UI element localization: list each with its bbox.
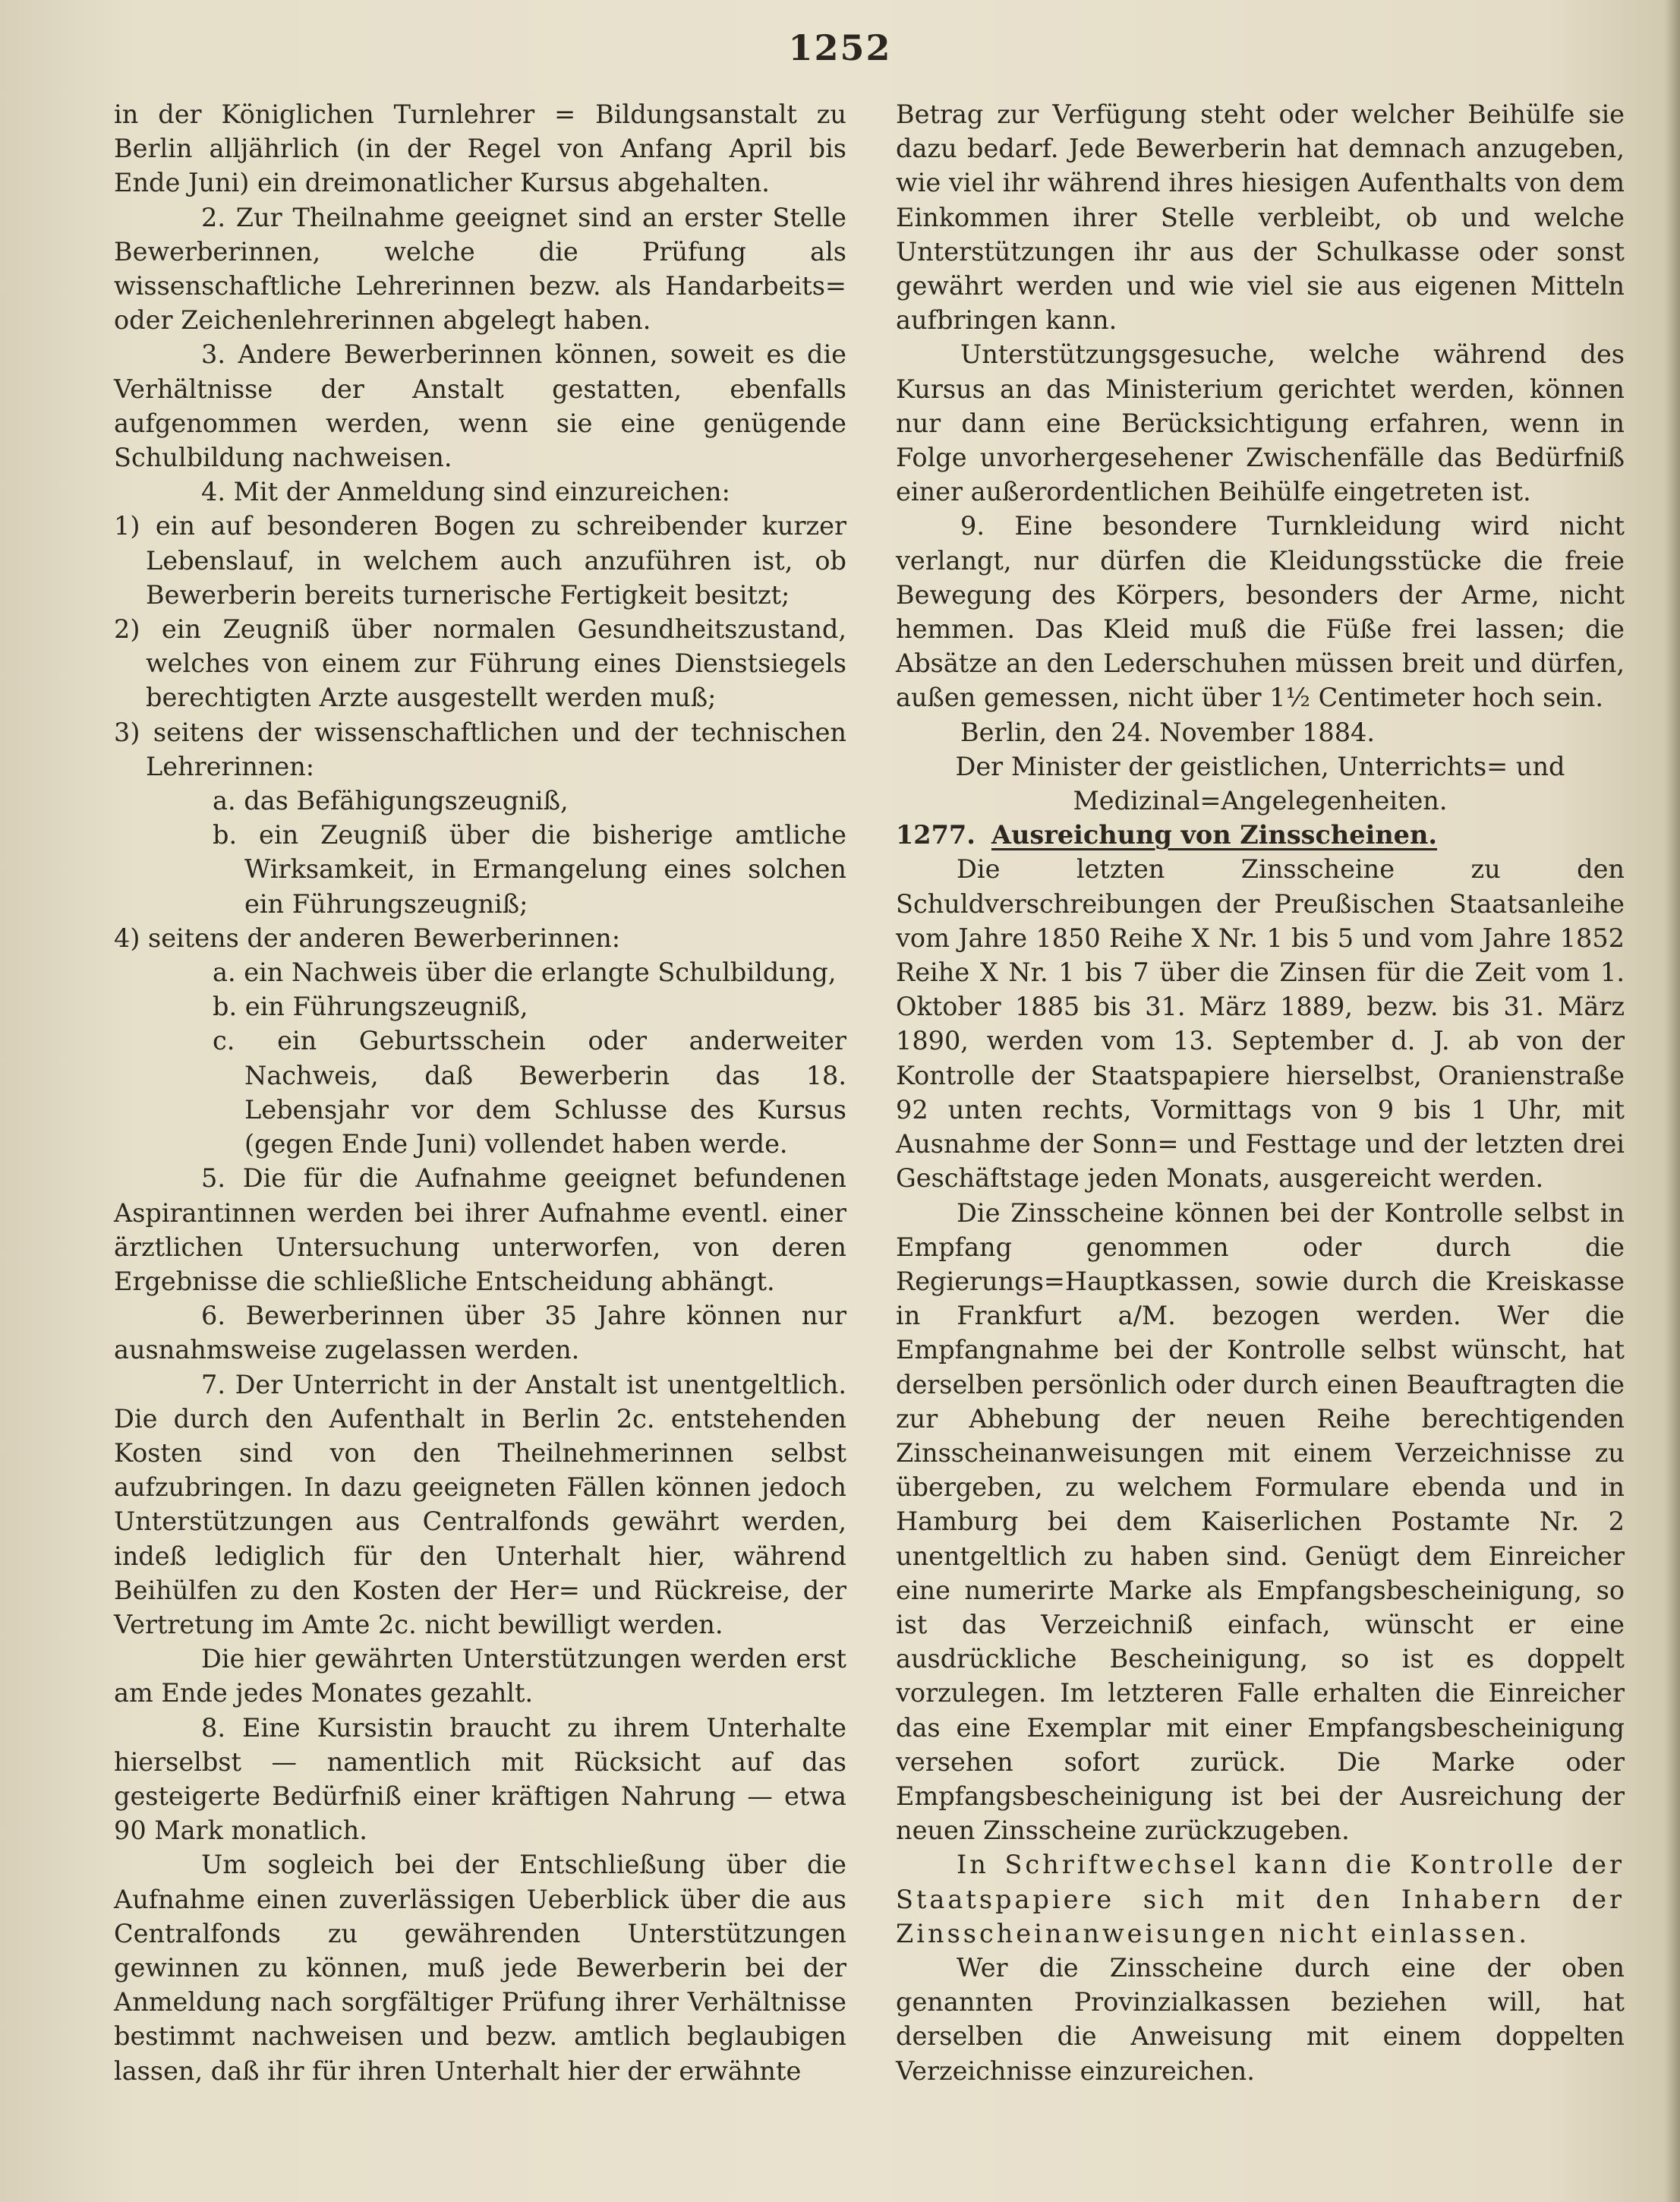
paragraph-8: 8. Eine Kursistin braucht zu ihrem Unterhalte hierselbst — namentlich mit Rücksicht auf das gesteigerte Bedürfniß einer kräftigen Nahrung — etwa 90 Mark monatlich. [114,1712,846,1846]
paragraph-continued: Betrag zur Verfügung steht oder welcher Beihülfe sie dazu bedarf. Jede Bewerberin hat demnach anzugeben, wie viel ihr während ihres hiesigen Aufenthalts von dem Einkommen ihrer Stelle verbleibt, ob und welche Unterstützungen ihr aus der Schulkasse oder sonst gewährt werden und wie viel sie aus eigenen Mitteln aufbringen kann. [896,99,1625,336]
list-item-4c: c. ein Geburtsschein oder anderweiter Nachweis, daß Bewerberin das 18. Lebensjahr vor dem Schlusse des Kursus (gegen Ende Juni) vollendet haben werde. [213,1026,846,1159]
signature-block: Der Minister der geistlichen, Unterrichts= und Medizinal=Angelegenheiten. [955,751,1565,816]
list-item-4: 4) seitens der anderen Bewerberinnen: [114,923,621,953]
paragraph-8-continued: Um sogleich bei der Entschließung über die Aufnahme einen zuverlässigen Ueberblick über die aus Centralfonds zu gewährenden Unterstützungen gewinnen zu können, muß jede Bewerberin bei der Anmeldung nach sorgfältiger Prüfung ihrer Verhältnisse bestimmt nachweisen und bezw. amtlich beglaubigen lassen, daß ihr für ihren Unterhalt hier der erwähnte [114,1850,846,2086]
section-paragraph-1: Die letzten Zinsscheine zu den Schuldverschreibungen der Preußischen Staatsanleihe vom Jahre 1850 Reihe X Nr. 1 bis 5 und vom Jahre 1852 Reihe X Nr. 1 bis 7 über die Zinsen für die Zeit vom 1. Oktober 1885 bis 31. März 1889, bezw. bis 31. März 1890, werden vom 13. September d. J. ab von der Kontrolle der Staatspapiere hierselbst, Oranienstraße 92 unten rechts, Vormittags von 9 bis 1 Uhr, mit Ausnahme der Sonn= und Festtage und der letzten drei Geschäftstage jeden Monats, ausgereicht werden. [896,854,1625,1194]
list-item-4a: a. ein Nachweis über die erlangte Schulbildung, [213,957,837,988]
paragraph-unterstuetzungsgesuche: Unterstützungsgesuche, welche während des Kursus an das Ministerium gerichtet werden, können nur dann eine Berücksichtigung erfahren, wenn in Folge unvorhergesehener Zwischenfälle das Bedürfniß einer außerordentlichen Beihülfe eingetreten ist. [896,339,1625,507]
list-item-3b: b. ein Zeugniß über die bisherige amtliche Wirksamkeit, in Ermangelung eines solchen ein Führungszeugniß; [213,820,846,919]
section-paragraph-2: Die Zinsscheine können bei der Kontrolle selbst in Empfang genommen oder durch die Regierungs=Hauptkassen, sowie durch die Kreiskasse in Frankfurt a/M. bezogen werden. Wer die Empfangnahme bei der Kontrolle selbst wünscht, hat derselben persönlich oder durch einen Beauftragten die zur Abhebung der neuen Reihe berechtigenden Zinsscheinanweisungen mit einem Verzeichnisse zu übergeben, zu welchem Formulare ebenda und in Hamburg bei dem Kaiserlichen Postamte Nr. 2 unentgeltlich zu haben sind. Genügt dem Einreicher eine numerirte Marke als Empfangsbescheinigung, so ist das Verzeichniß einfach, wünscht er eine ausdrückliche Bescheinigung, so ist es doppelt vorzulegen. Im letzteren Falle erhalten die Einreicher das eine Exemplar mit einer Empfangsbescheinigung versehen sofort zurück. Die Marke oder Empfangsbescheinigung ist bei der Ausreichung der neuen Zinsscheine zurückzugeben. [896,1197,1625,1846]
section-title: Ausreichung von Zinsscheinen. [991,820,1438,850]
section-paragraph-4: Wer die Zinsscheine durch eine der oben genannten Provinzialkassen beziehen will, hat derselben die Anweisung mit einem doppelten Verzeichnisse einzureichen. [896,1952,1625,2086]
paragraph-4: 4. Mit der Anmeldung sind einzureichen: [201,477,730,507]
list-item-4b: b. ein Führungszeugniß, [213,992,528,1022]
paragraph-2: 2. Zur Theilnahme geeignet sind an erster Stelle Bewerberinnen, welche die Prüfung als wissenschaftliche Lehrerinnen bezw. als Handarbeits= oder Zeichenlehrerinnen abgelegt haben. [114,202,846,336]
section-heading [896,818,1625,852]
section-paragraph-3: In Schriftwechsel kann die Kontrolle der Staatspapiere sich mit den Inhabern der Zinsscheinanweisungen nicht einlassen. [896,1850,1625,1948]
paragraph-7: 7. Der Unterricht in der Anstalt ist unentgeltlich. Die durch den Aufenthalt in Berlin 2c. entstehenden Kosten sind von den Theilnehmerinnen selbst aufzubringen. In dazu geeigneten Fällen können jedoch Unterstützungen aus Centralfonds gewährt werden, indeß lediglich für den Unterhalt hier, während Beihülfen zu den Kosten der Her= und Rückreise, der Vertretung im Amte 2c. nicht bewilligt werden. [114,1369,846,1639]
page-number: 1252 [788,27,892,68]
right-column [896,97,1625,2088]
list-item-2: 2) ein Zeugniß über normalen Gesundheitszustand, welches von einem zur Führung eines Dienstsiegels berechtigten Arzte ausgestellt werden muß; [114,614,846,713]
section-number: 1277. [896,820,976,850]
paragraph-7-continued: Die hier gewährten Unterstützungen werden erst am Ende jedes Monates gezahlt. [114,1644,846,1708]
left-column [114,97,846,2088]
list-item-3: 3) seitens der wissenschaftlichen und der technischen Lehrerinnen: [114,717,846,781]
paragraph-intro: in der Königlichen Turnlehrer = Bildungsanstalt zu Berlin alljährlich (in der Regel von Anfang April bis Ende Juni) ein dreimonatlicher Kursus abgehalten. [114,99,846,198]
paragraph-9: 9. Eine besondere Turnkleidung wird nicht verlangt, nur dürfen die Kleidungsstücke die freie Bewegung des Körpers, besonders der Arme, nicht hemmen. Das Kleid muß die Füße frei lassen; die Absätze an den Lederschuhen müssen breit und dürfen, außen gemessen, nicht über 1½ Centimeter hoch sein. [896,511,1625,713]
paragraph-6: 6. Bewerberinnen über 35 Jahre können nur ausnahmsweise zugelassen werden. [114,1301,846,1365]
list-item-1: 1) ein auf besonderen Bogen zu schreibender kurzer Lebenslauf, in welchem auch anzuführen ist, ob Bewerberin bereits turnerische Fertigkeit besitzt; [114,511,846,610]
paragraph-5: 5. Die für die Aufnahme geeignet befundenen Aspirantinnen werden bei ihrer Aufnahme eventl. einer ärztlichen Untersuchung unterworfen, von deren Ergebnisse die schließliche Entscheidung abhängt. [114,1163,846,1296]
dateline: Berlin, den 24. November 1884. [960,717,1376,747]
page-edge-shadow [1665,0,1680,2202]
list-item-3a: a. das Befähigungszeugniß, [213,786,569,816]
paragraph-3: 3. Andere Bewerberinnen können, soweit es die Verhältnisse der Anstalt gestatten, ebenfalls aufgenommen werden, wenn sie eine genügende Schulbildung nachweisen. [114,339,846,473]
